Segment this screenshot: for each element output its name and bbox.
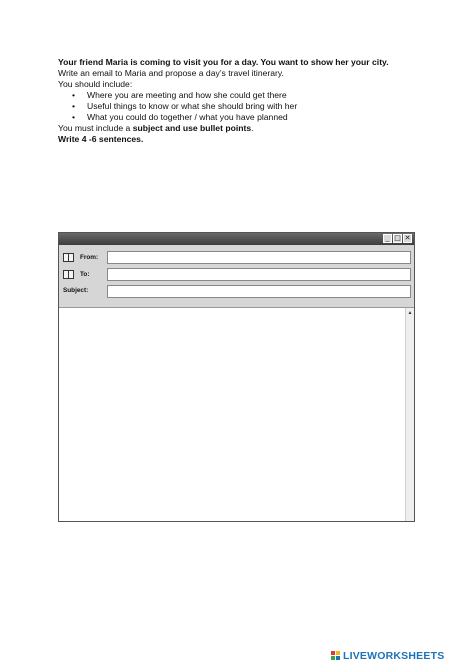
address-book-icon[interactable] bbox=[63, 270, 74, 279]
from-label: From: bbox=[80, 254, 99, 261]
requirement-note bbox=[58, 123, 428, 134]
task-heading: Your friend Maria is coming to visit you for a day. You want to show her your city. bbox=[58, 57, 389, 67]
requirement-bold: subject and use bullet points bbox=[132, 123, 252, 133]
length-instruction: Write 4 -6 sentences. bbox=[58, 134, 144, 144]
scroll-up-arrow-icon[interactable]: ▲ bbox=[407, 310, 413, 316]
from-row bbox=[59, 251, 414, 265]
worksheet-instructions bbox=[58, 57, 428, 145]
window-controls bbox=[383, 234, 412, 243]
subject-row bbox=[59, 285, 414, 299]
window-titlebar bbox=[59, 233, 414, 245]
task-description: Write an email to Maria and propose a day’s travel itinerary. bbox=[58, 68, 284, 78]
to-field[interactable] bbox=[107, 268, 411, 281]
include-label: You should include: bbox=[58, 79, 133, 89]
scrollbar[interactable] bbox=[405, 308, 414, 521]
email-window bbox=[58, 232, 415, 522]
requirement-suffix: . bbox=[251, 123, 254, 133]
list-item: • Useful things to know or what she should bring with her bbox=[72, 101, 428, 112]
liveworksheets-logo-icon bbox=[331, 651, 341, 661]
list-item: • Where you are meeting and how she could get there bbox=[72, 90, 428, 101]
requirements-list bbox=[58, 90, 428, 123]
requirement-prefix: You must include a bbox=[58, 123, 133, 133]
from-field[interactable] bbox=[107, 251, 411, 264]
subject-field[interactable] bbox=[107, 285, 411, 298]
address-book-icon[interactable] bbox=[63, 253, 74, 262]
subject-label: Subject: bbox=[63, 287, 89, 294]
minimize-button[interactable]: _ bbox=[383, 234, 392, 243]
liveworksheets-logo bbox=[331, 650, 444, 662]
close-button[interactable]: ✕ bbox=[404, 234, 411, 242]
to-label: To: bbox=[80, 271, 90, 278]
email-header bbox=[59, 245, 414, 308]
list-item: • What you could do together / what you have planned bbox=[72, 112, 428, 123]
maximize-button[interactable]: □ bbox=[394, 234, 401, 242]
email-body[interactable] bbox=[59, 308, 414, 521]
to-row bbox=[59, 268, 414, 282]
logo-text: LIVEWORKSHEETS bbox=[343, 650, 445, 662]
